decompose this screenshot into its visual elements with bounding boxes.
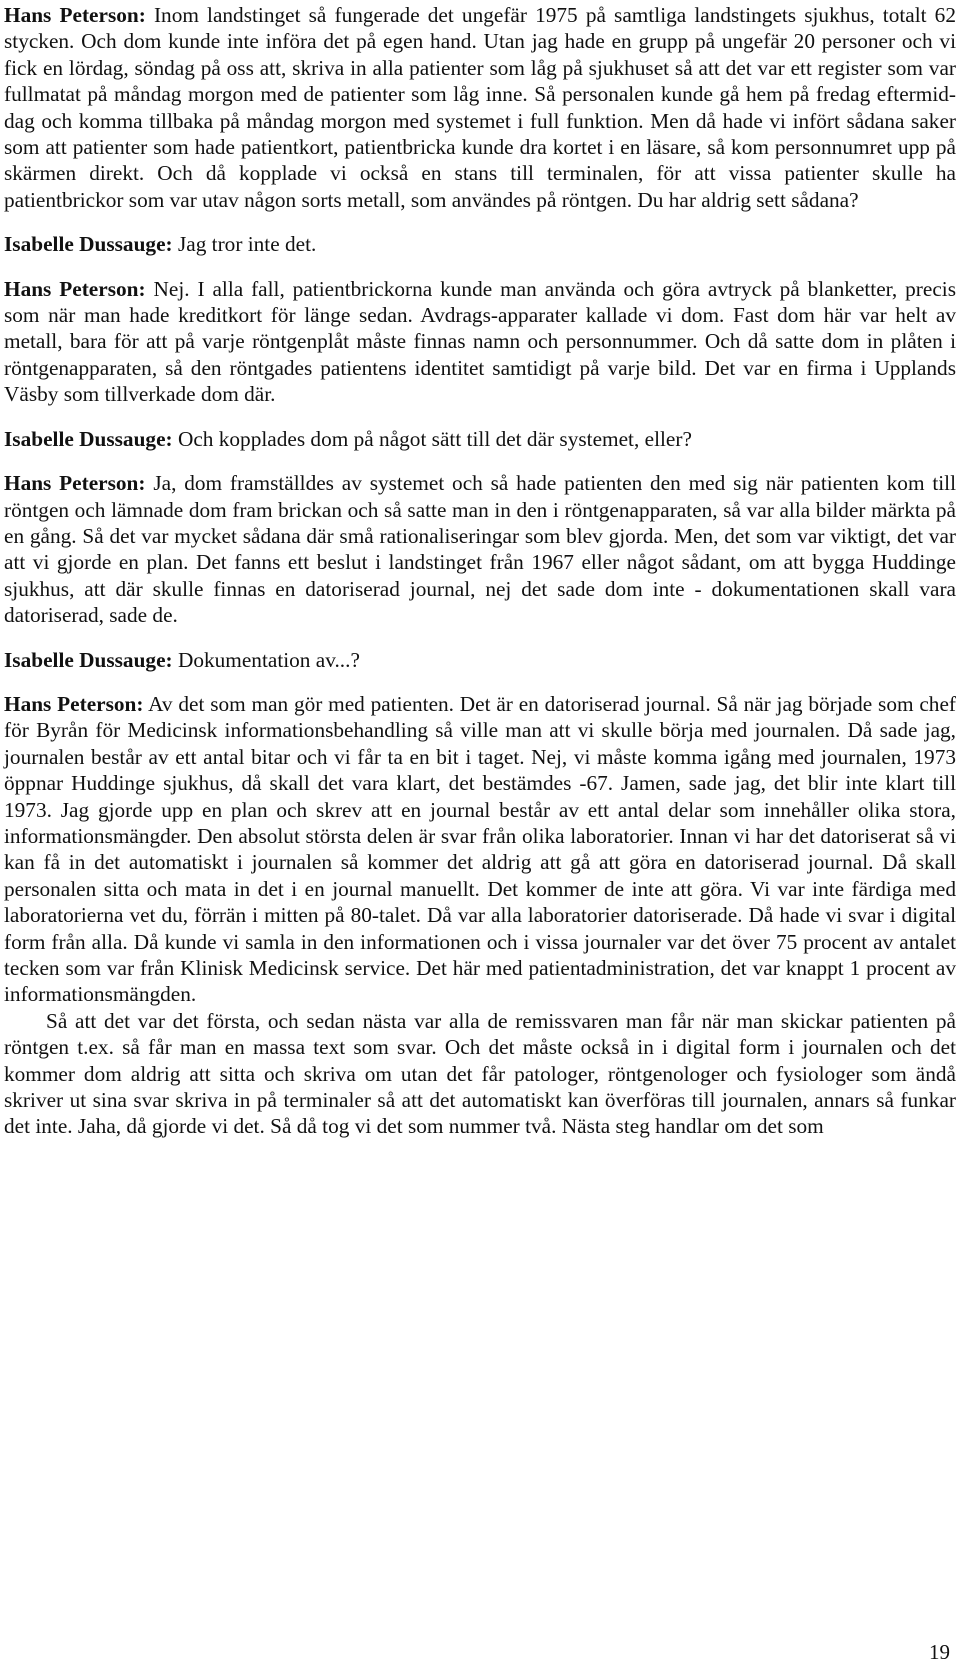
speaker-label: Hans Peterson: — [4, 276, 146, 301]
paragraph-1 — [4, 2, 956, 213]
paragraph-text: Jag tror inte det. — [177, 232, 317, 257]
paragraph-text: Av det som man gör med patienten. Det är en datoriserad journal. Så när jag började som chef för Byrån för Medicinsk informationsbehandling så ville man att vi skulle börja med journalen. Då sade jag, journalen består av ett antal bitar och vi får ta en bit i taget. Nej, vi måste komma igång med journalen, 1973 öppnar Huddinge sjukhus, då skall det vara klart, det bestämdes -67. Jamen, sade jag, det blir inte klart till 1973. Jag gjorde upp en plan och skrev att en journal består av ett antal delar som innehåller olika stora, informationsmängder. Den absolut största delen är svar från olika laboratorier. Innan vi har det datoriserat så vi kan få in det automatiskt i journalen så kommer det aldrig att gå att göra en datoriserad journal. Då skall personalen sitta och mata in det i en journal manuellt. Det kommer de inte att göra. Vi var inte färdiga med laboratorierna vet du, förrän i mitten på 80-talet. Då var alla laboratorier datoriserade. Då hade vi svar i digital form från alla. Då kunde vi samla in den informationen och i vissa journaler var det över 75 procent av antalet tecken som var från Klinisk Medicinsk service. Det här med patientadministration, det var knappt 1 procent av informationsmängden. — [4, 691, 956, 1007]
speaker-label: Isabelle Dussauge: — [4, 232, 173, 257]
paragraph-5 — [4, 470, 956, 628]
speaker-label: Isabelle Dussauge: — [4, 426, 173, 451]
speaker-label: Hans Peterson: — [4, 471, 146, 496]
interview-transcript — [4, 2, 956, 1140]
paragraph-8 — [4, 1008, 956, 1140]
speaker-label: Isabelle Dussauge: — [4, 647, 173, 672]
paragraph-2 — [4, 231, 956, 257]
speaker-label: Hans Peterson: — [4, 691, 144, 716]
paragraph-3 — [4, 276, 956, 408]
paragraph-text: Och kopplades dom på något sätt till det där systemet, eller? — [177, 426, 692, 451]
speaker-label: Hans Peterson: — [4, 3, 146, 27]
paragraph-text: Nej. I alla fall, patientbrickorna kunde man använda och göra avtryck på blanketter, precis som när man hade kreditkort för länge sedan. Avdrags-apparater kallade vi dom. Fast dom här var helt av metall, bara för att på varje röntgenplåt måste finnas namn och personnummer. Och då satte dom in plåten i röntgenapparaten, så den röntgades patientens identitet samtidigt på varje bild. Det var en firma i Upplands Väsby som tillverkade dom där. — [4, 276, 956, 407]
paragraph-text: Dokumentation av...? — [177, 647, 360, 672]
paragraph-text: Ja, dom framställdes av systemet och så hade patienten den med sig när patienten kom till röntgen och lämnade dom fram brickan och så satte man in den i röntgenapparaten, så var alla bilder märkta på en gång. Så det var mycket sådana där små rationaliseringar som blev gjorda. Men, det som var viktigt, det var att vi gjorde en plan. Det fanns ett beslut i landstinget från 1967 eller något sådant, om att bygga Huddinge sjukhus, att där skulle finnas en datoriserad journal, nej det sade dom inte - dokumentationen skall vara datoriserad, sade de. — [4, 471, 956, 628]
paragraph-text: Inom landstinget så fungerade det ungefär 1975 på samtliga landstingets sjukhus, totalt 62 stycken. Och dom kunde inte införa det på egen hand. Utan jag hade en grupp på ungefär 20 personer och vi fick en lördag, söndag på oss att, skriva in alla patienter som låg på sjukhuset så att det var ett register som var fullmatat på måndag morgon med de patienter som låg inne. Så personalen kunde gå hem på fredag eftermiddag och komma tillbaka på måndag morgon med systemet i full funktion. Men då hade vi infört sådana saker som att patienter som hade patientkort, patientbricka kunde dra kortet i en läsare, så kom personnumret upp på skärmen direkt. Och då kopplade vi också en stans till terminalen, för att vissa patienter skulle ha patientbrickor som var utav någon sorts metall, som användes på röntgen. Du har aldrig sett sådana? — [4, 3, 956, 212]
paragraph-6 — [4, 647, 956, 673]
paragraph-7 — [4, 691, 956, 1008]
page-number: 19 — [929, 1640, 950, 1664]
paragraph-4 — [4, 426, 956, 452]
paragraph-text: Så att det var det första, och sedan nästa var alla de remissvaren man får när man skickar patienten på röntgen t.ex. så får man en massa text som svar. Och det måste också in i digital form i journalen och det kommer dom aldrig att sitta och skriva om utan det får patologer, röntgenologer och fysiologer som ändå skriver ut sina svar skriva in på terminaler så att det automatiskt kan överföras till journalen, annars så funkar det inte. Jaha, då gjorde vi det. Så då tog vi det som nummer två. Nästa steg handlar om det som — [4, 1008, 956, 1139]
